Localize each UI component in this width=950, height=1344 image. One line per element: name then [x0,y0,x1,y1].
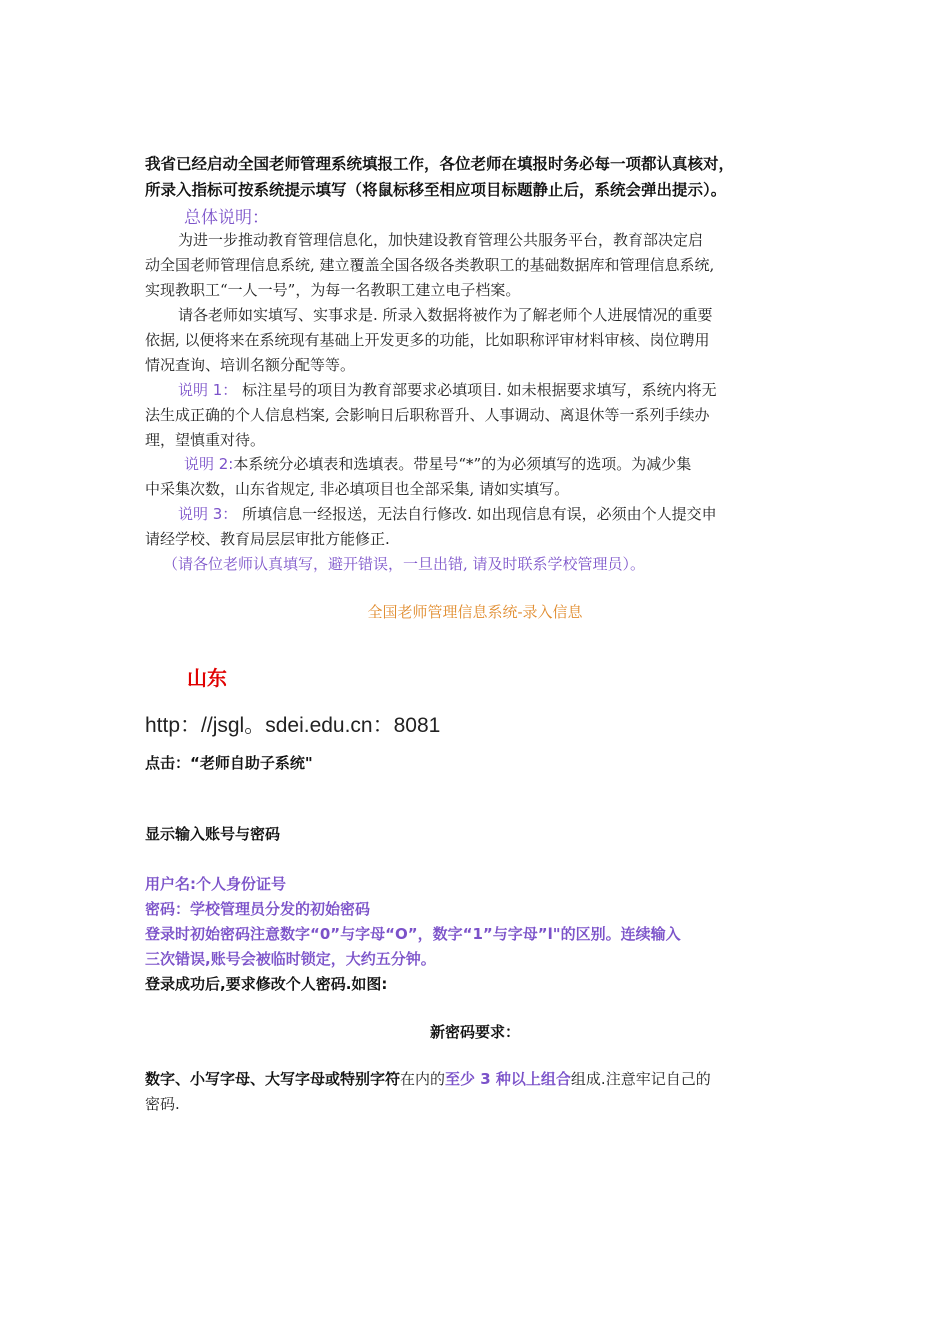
show-login-text: 显示输入账号与密码 [145,825,281,843]
note-1-line-1 [178,379,717,400]
overview-p1-line-1: 为进一步推动教育管理信息化，加快建设教育管理公共服务平台，教育部决定启 [178,231,704,249]
overview-heading: 总体说明： [184,208,269,228]
click-instruction: 点击：“老师自助子系统" [145,754,313,772]
password-warning-line-1: 登录时初始密码注意数字“0”与字母“O”，数字“1”与字母”l"的区别。连续输入 [145,925,681,943]
note-1-line-2: 法生成正确的个人信息档案, 会影响日后职称晋升、人事调动、离退休等一系列手续办 [145,406,710,424]
intro-line-2: 所录入指标可按系统提示填写（将鼠标移至相应项目标题静止后，系统会弹出提示）。 [145,181,727,199]
system-title: 全国老师管理信息系统-录入信息 [367,603,583,621]
after-login-text: 登录成功后,要求修改个人密码.如图: [145,975,388,993]
requirement-char-types: 数字、小写字母、大写字母或特别字符 [145,1070,401,1088]
overview-p1-line-3: 实现教职工“一人一号”，为每一名教职工建立电子档案。 [145,281,521,299]
note-2-label: 说明 2: [184,455,234,473]
province-name: 山东 [187,666,227,690]
note-1-text: 标注星号的项目为教育部要求必填项目. 如未根据要求填写，系统内将无 [242,381,717,399]
username-hint: 用户名:个人身份证号 [145,875,286,893]
note-1-line-3: 理，望慎重对待。 [145,431,266,449]
note-2-text: 本系统分必填表和选填表。带星号“*”的为必须填写的选项。为减少集 [233,455,692,473]
password-hint: 密码：学校管理员分发的初始密码 [145,900,371,918]
overview-p2-line-1: 请各老师如实填写、实事求是. 所录入数据将被作为了解老师个人进展情况的重要 [178,306,713,324]
reminder: （请各位老师认真填写，避开错误，一旦出错, 请及时联系学校管理员）。 [163,555,646,573]
requirement-ending: 组成.注意牢记自己的 [570,1070,711,1088]
overview-p2-line-2: 依据, 以便将来在系统现有基础上开发更多的功能，比如职称评审材料审核、岗位聘用 [145,331,710,349]
overview-p1-line-2: 动全国老师管理信息系统, 建立覆盖全国各级各类教职工的基础数据库和管理信息系统, [145,256,715,274]
requirement-connector: 在内的 [400,1070,446,1088]
note-1-label: 说明 1： [178,381,238,399]
overview-p2-line-3: 情况查询、培训名额分配等等。 [145,356,356,374]
note-3-text: 所填信息一经报送，无法自行修改. 如出现信息有误，必须由个人提交申 [242,505,717,523]
password-warning-line-2: 三次错误,账号会被临时锁定，大约五分钟。 [145,950,436,968]
requirement-minimum: 至少 3 种以上组合 [445,1070,571,1088]
new-password-heading: 新密码要求： [429,1023,520,1041]
note-3-line-2: 请经学校、教育局层层审批方能修正. [145,530,390,548]
new-password-requirement-line-2: 密码. [145,1095,180,1113]
system-url[interactable]: http：//jsgl。sdei.edu.cn：8081 [145,714,441,737]
new-password-requirement-line-1 [145,1068,711,1089]
note-2-line-2: 中采集次数，山东省规定, 非必填项目也全部采集, 请如实填写。 [145,480,570,498]
note-2-line-1 [184,453,691,474]
note-3-line-1 [178,503,717,524]
note-3-label: 说明 3： [178,505,238,523]
intro-line-1: 我省已经启动全国老师管理系统填报工作，各位老师在填报时务必每一项都认真核对， [145,155,735,173]
